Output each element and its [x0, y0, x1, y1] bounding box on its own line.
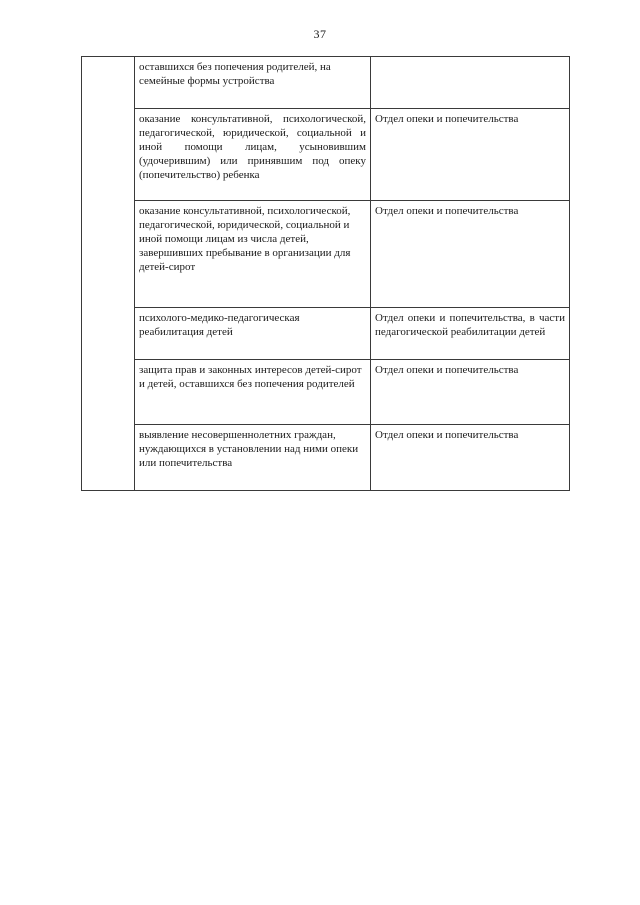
responsible-cell: Отдел опеки и попечительства, в части педагогической реабилитации детей: [371, 308, 570, 360]
table-row: [82, 201, 570, 308]
table-row: [82, 109, 570, 201]
services-table: [81, 56, 570, 491]
table-row: [82, 425, 570, 491]
table-row: [82, 57, 570, 109]
page-number: 37: [313, 27, 327, 41]
table-row: [82, 360, 570, 425]
responsible-cell: Отдел опеки и попечительства: [371, 201, 570, 308]
responsible-cell: [371, 57, 570, 109]
service-cell: защита прав и законных интересов детей-сирот и детей, оставшихся без попечения родителей: [135, 360, 371, 425]
service-cell: оказание консультативной, психологической, педагогической, юридической, социальной и иной помощи лицам, усыновившим (удочерившим) или принявшим под опеку (попечительство) ребенка: [135, 109, 371, 201]
responsible-cell: Отдел опеки и попечительства: [371, 360, 570, 425]
service-cell: оставшихся без попечения родителей, на семейные формы устройства: [135, 57, 371, 109]
service-cell: оказание консультативной, психологической, педагогической, юридической, социальной и иной помощи лицам из числа детей, завершивших пребывание в организации для детей-сирот: [135, 201, 371, 308]
table-row: [82, 308, 570, 360]
row-number-cell: [82, 57, 135, 491]
service-cell: выявление несовершеннолетних граждан, нуждающихся в установлении над ними опеки или попечительства: [135, 425, 371, 491]
responsible-cell: Отдел опеки и попечительства: [371, 109, 570, 201]
service-cell: психолого-медико-педагогическая реабилитация детей: [135, 308, 371, 360]
responsible-cell: Отдел опеки и попечительства: [371, 425, 570, 491]
